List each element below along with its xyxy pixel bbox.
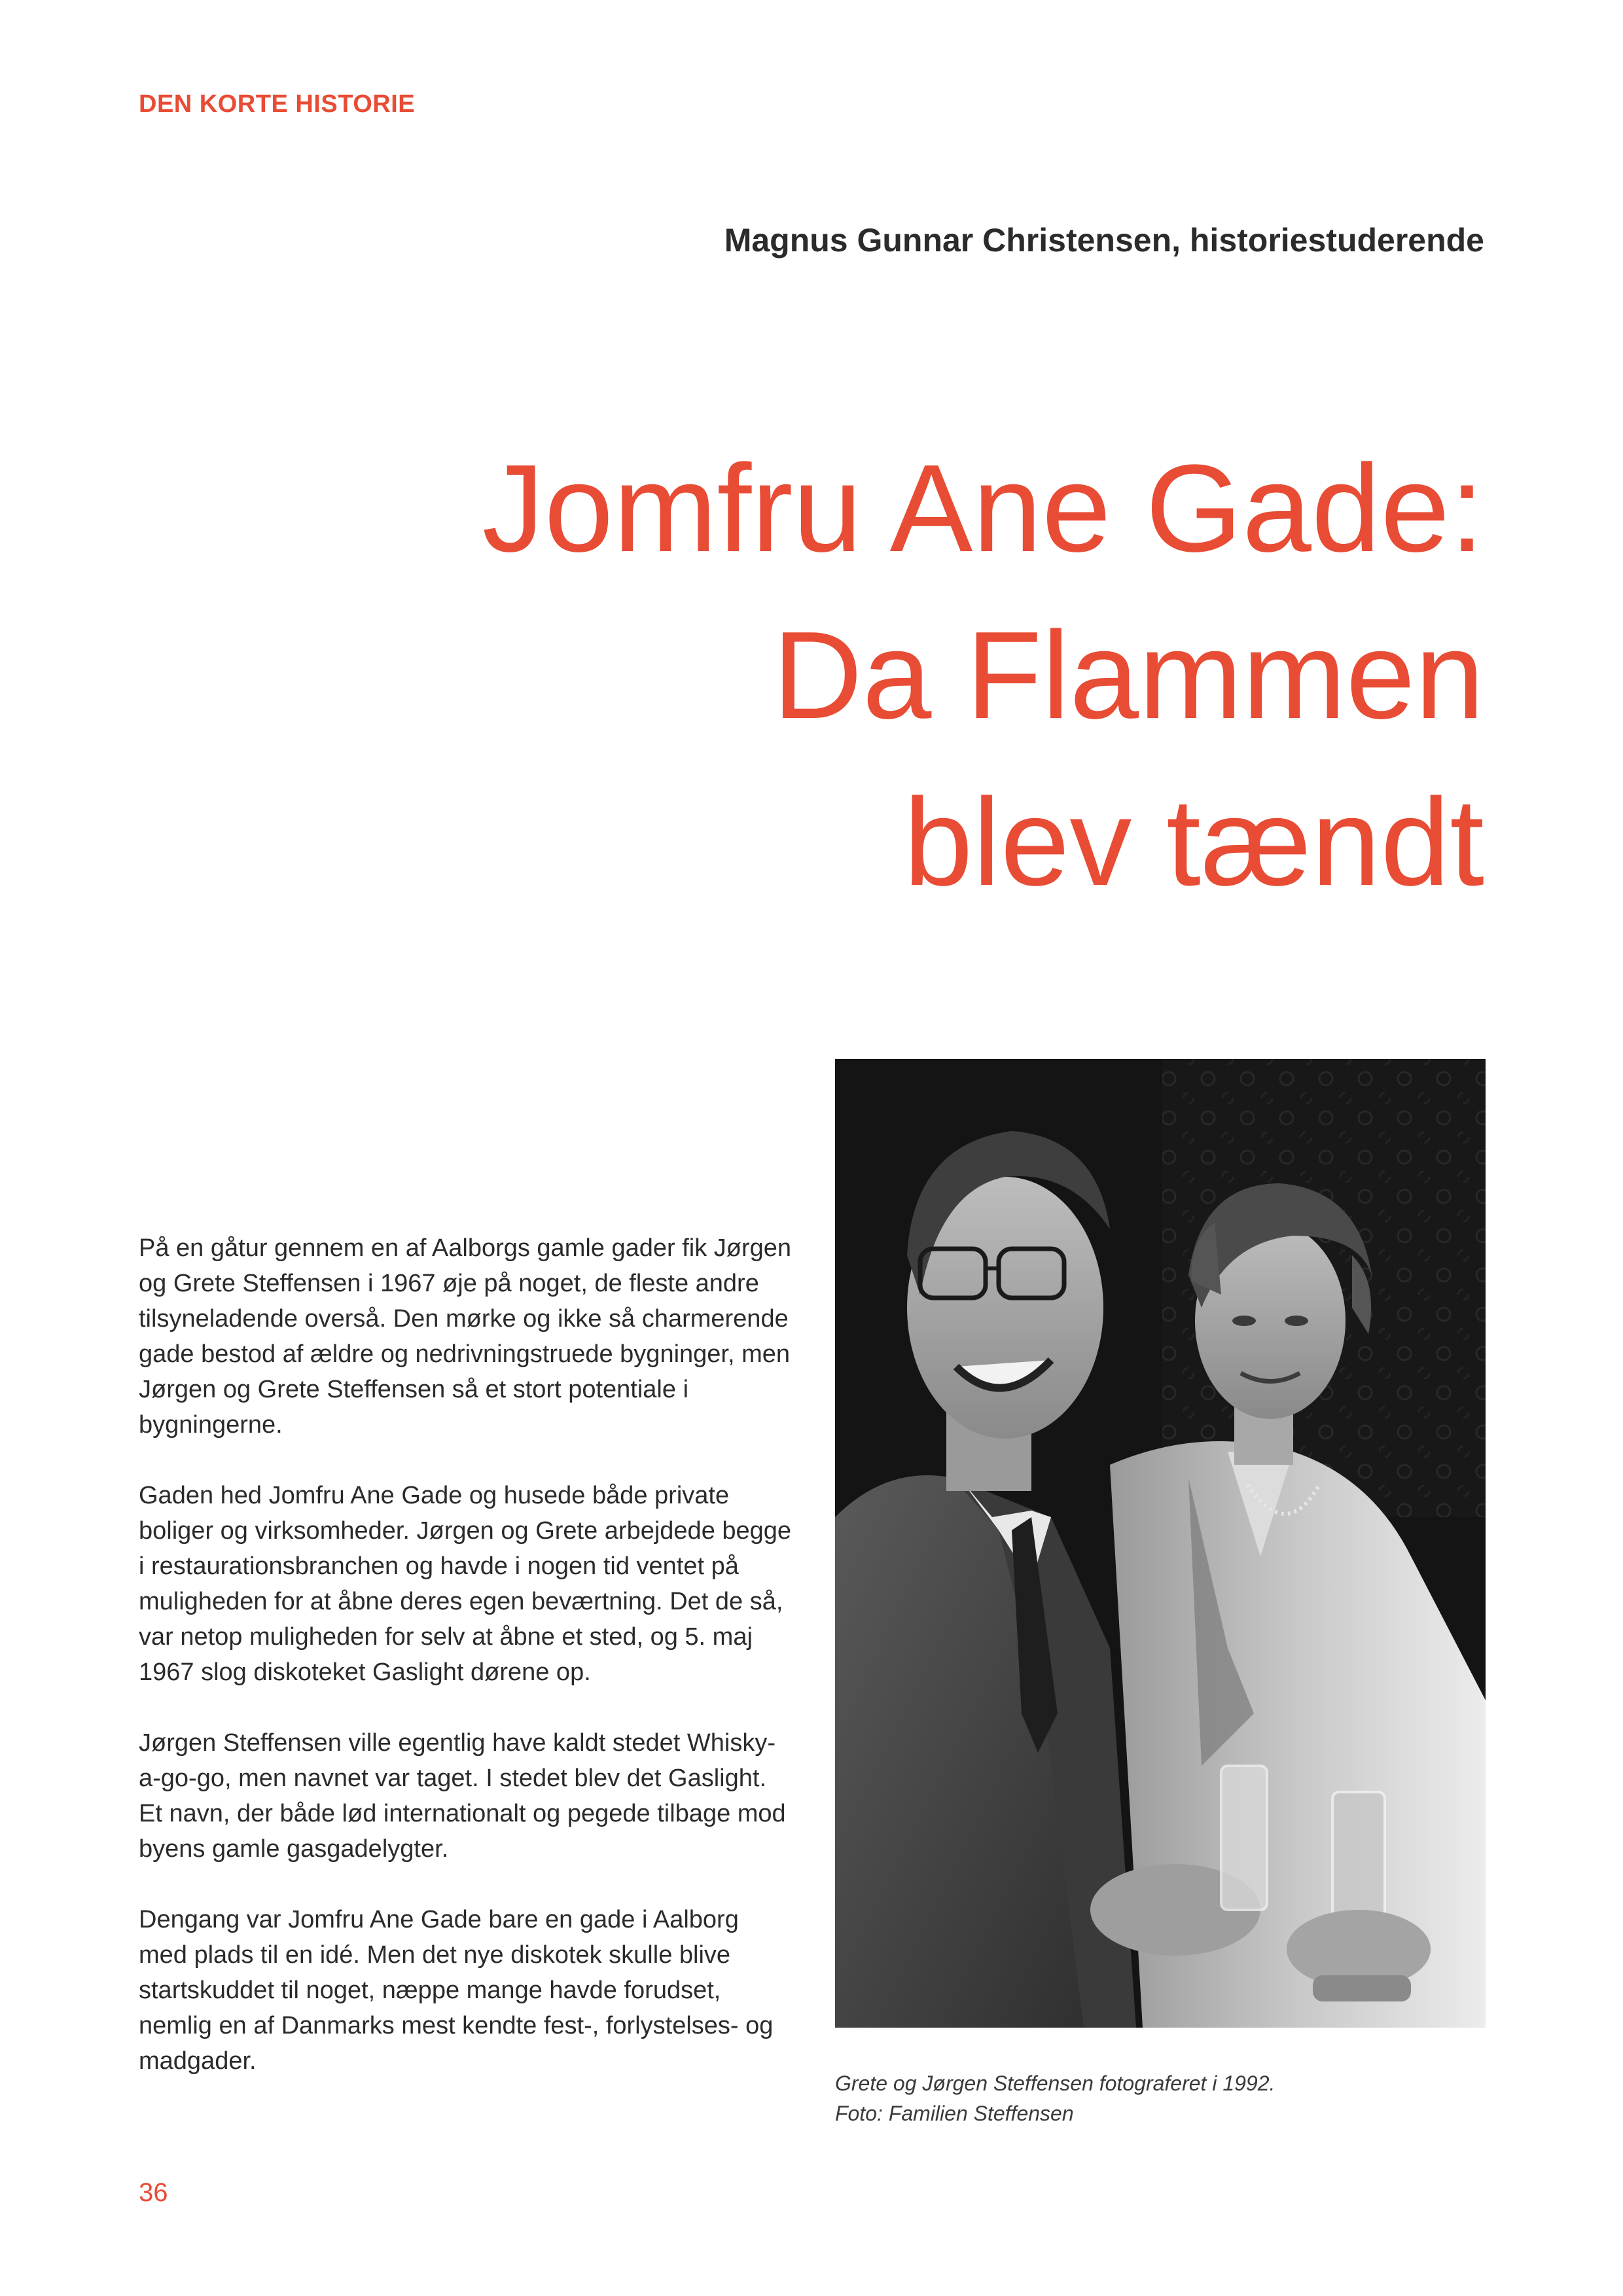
couple-photo-illustration (835, 1059, 1486, 2028)
article-body (139, 1230, 793, 2114)
couple-photo (835, 1059, 1486, 2028)
paragraph-2: Gaden hed Jomfru Ane Gade og husede både private boliger og virksomheder. Jørgen og Grete arbejdede begge i restaurationsbranchen og havde i nogen tid ventet på muligheden for at åbne deres egen beværtning. Det de så, var netop muligheden for selv at åbne et sted, og 5. maj 1967 slog diskoteket Gaslight dørene op. (139, 1482, 792, 1686)
photo-caption (835, 2068, 1486, 2128)
title-line-3: blev tændt (903, 773, 1484, 912)
title-line-1: Jomfru Ane Gade: (482, 439, 1484, 578)
page-number: 36 (139, 2178, 168, 2207)
caption-line-1: Grete og Jørgen Steffensen fotograferet i 1992. (835, 2072, 1275, 2095)
section-label: DEN KORTE HISTORIE (139, 90, 416, 118)
caption-line-2: Foto: Familien Steffensen (835, 2102, 1074, 2125)
article-title (241, 425, 1484, 926)
author-byline: Magnus Gunnar Christensen, historiestuderende (724, 222, 1484, 259)
paragraph-1: På en gåtur gennem en af Aalborgs gamle gader fik Jørgen og Grete Steffensen i 1967 øje på noget, de fleste andre tilsyneladende overså. Den mørke og ikke så charmerende gade bestod af ældre og nedrivningstruede bygninger, men Jørgen og Grete Steffensen så et stort potentiale i bygningerne. (139, 1234, 792, 1439)
paragraph-3: Jørgen Steffensen ville egentlig have kaldt stedet Whisky-a-go-go, men navnet var taget. I stedet blev det Gaslight. Et navn, der både lød internationalt og pegede tilbage mod byens gamle gasgadelygter. (139, 1729, 786, 1863)
paragraph-4: Dengang var Jomfru Ane Gade bare en gade i Aalborg med plads til en idé. Men det nye diskotek skulle blive startskuddet til noget, næppe mange havde forudset, nemlig en af Danmarks mest kendte fest-, forlystelses- og madgader. (139, 1906, 774, 2075)
title-line-2: Da Flammen (772, 606, 1484, 745)
